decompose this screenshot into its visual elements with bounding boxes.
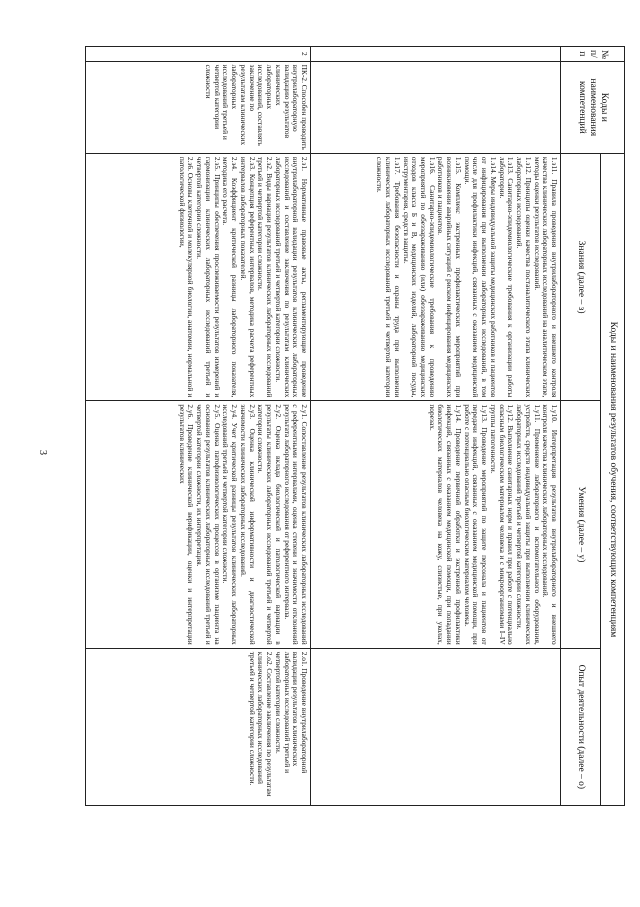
row2-skill-item: 2.у5. Оценка патофизиологических процессов в организме пациента на основании результатов клинических лабораторных исследований третьей и четвертой категории сложности, их интерпретация. — [195, 404, 222, 645]
row2-num: 2 — [86, 47, 311, 62]
row2-experience-item: 2.о2. Составление заключения по результатам клинических лабораторных исследований третьей и четвертой категории сложности. — [247, 651, 275, 797]
row2-knowledge-item: 2.з6. Основы клеточной и молекулярной биологии, анатомии, нормальной и патологической физиологии, — [177, 156, 196, 398]
header-codes: Коды и наименования компетенций — [561, 61, 625, 153]
header-experience: Опыт деятельности (далее – о) — [561, 648, 601, 805]
row2-knowledge-item: 2.з3. Концепция референтных интервалов, методика расчета референтных интервалов лабораторных показателей. — [238, 156, 257, 398]
row2-competence: ПК-2. Способен проводить внутрилабораторную валидацию результатов клинических лабораторных исследований, составлять заключение по результатам клинических лабораторных исследований третьей и четвертой категории сложности — [86, 61, 311, 153]
row1-knowledge-item: 1.з12. Принципы оценки качества постаналитического этапа клинических лабораторных исследований. — [515, 156, 533, 398]
row1-knowledge-item: 1.з13. Санитарно-эпидемиологические требования к организации работы лаборатории. — [497, 156, 516, 398]
row1-knowledge-item: 1.з16. Санитарно-эпидемиологические требования к проведению мероприятий по обеззараживанию (или) обеззараживанию медицинских отходов класса Б и В, медицинских изделий, лабораторной посуды, инструментария, средств защиты. — [401, 156, 437, 398]
row1-skill-item: 1.у13. Проведение мероприятий по защите персонала и пациентов от передачи инфекций, связанных с оказанием медицинской помощи, при работе с потенциально опасным биологическим материалом человека. — [462, 404, 490, 645]
header-results: Коды и наименования результатов обучения, соответствующих компетенциям — [601, 153, 625, 805]
row1-knowledge-item: 1.з14. Меры индивидуальной защиты медицинских работников и пациентов от инфицирования при выполнении лабораторных исследований, в том числе для профилактики инфекций, связанных с оказанием медицинской помощи. — [462, 156, 498, 398]
header-num: № п/п — [561, 47, 625, 62]
row1-knowledge-item: 1.з11. Правила проведения внутрилабораторного и внешнего контроля качества клинических лабораторных исследований на аналитическом этапе, методы оценки результатов исследований. — [532, 156, 559, 398]
row2-experience — [86, 648, 311, 805]
row1-competence — [311, 61, 561, 153]
row1-skill-item: 1.у14. Проведение первичной обработки и экстренной профилактики инфекций, связанных с оказанием медицинской помощи, при попадании биологических материалов человека на кожу, слизистые, при уколах, порезах. — [427, 404, 463, 645]
row1-knowledge-item: 1.з17. Требования безопасности и охраны труда при выполнении клинических лабораторных исследований третьей и четвертой категории сложности. — [375, 156, 402, 398]
competence-table — [85, 46, 625, 806]
row2-knowledge-item: 2.з2. Виды вариации результатов клинических лабораторных исследований третьей и четвертой категории сложности. — [256, 156, 275, 398]
row1-knowledge-item: 1.з15. Комплекс экстренных профилактических мероприятий при возникновении аварийных ситуаций с риском инфицирования медицинских работников и пациентов. — [436, 156, 463, 398]
row2-skill-item: 2.у6. Проведение клинической верификации, оценки и интерпретации результатов клинических — [177, 404, 196, 645]
row1-num — [311, 47, 561, 62]
row1-skill-item: 1.у12. Выполнение санитарных норм и правил при работе с потенциально опасным биологическим материалом человека и с микроорганизмами I–IV группы патогенности. — [488, 404, 516, 645]
page-number: 3 — [37, 450, 48, 455]
rotated-table-canvas — [85, 46, 625, 806]
row2-skill-item: 2.у3. Оценка клинической информативности и диагностической значимости клинических лабораторных исследований. — [238, 404, 257, 645]
row2-skill-item: 2.у2. Оценка вклада биологической и патологической вариации в результаты клинических лабораторных исследований третьей и четвертой категории сложности. — [256, 404, 283, 645]
row2-knowledge-item: 2.з5. Принципы обеспечения прослеживаемости результатов измерений и гармонизации клинических лабораторных исследований третьей и четвертой категории сложности. — [195, 156, 222, 398]
row2-experience-item: 2.о1. Проведение внутрилабораторной валидации результатов клинических лабораторных исследований третьей и четвертой категории сложности. — [273, 651, 309, 774]
row1-skill-item: 1.у10. Интерпретация результатов внутрилабораторного и внешнего контроля качества клинических лабораторных исследований. — [541, 404, 559, 645]
row2-knowledge-item: 2.з1. Нормативные правовые акты, регламентирующие проведение внутрилабораторной валидации результатов клинических лабораторных исследований и составление заключения по результатам клинических лабораторных исследований третьей и четвертой категории сложности. — [273, 156, 309, 398]
row2-skill-item: 2.у4. Учет критической разницы результатов клинических лабораторных исследований третьей и четвертой категории сложности. — [221, 404, 240, 645]
row1-knowledge — [311, 153, 561, 400]
header-row-1 — [601, 47, 625, 806]
row1-skills — [311, 401, 561, 648]
row1-experience — [311, 648, 561, 805]
row2-skill-item: 2.у1. Сопоставление результатов клинических лабораторных исследований с референтными интервалами, оценка степени и значимости отклонений результата лабораторного исследования от референтного интервала. — [282, 404, 309, 645]
table-row — [311, 47, 561, 806]
row2-skills — [86, 401, 311, 648]
table-row — [86, 47, 311, 806]
header-row-2 — [561, 47, 601, 806]
row2-knowledge-item: 2.з4. Коэффициент критической разницы лабораторного показателя, методика его расчета. — [221, 156, 240, 398]
row1-skill-item: 1.у11. Применение лабораторного и вспомогательного оборудования, устройств, средств индивидуальной защиты при выполнении клинических лабораторных исследований третьей и четвертой категории сложности. — [515, 404, 542, 645]
header-knowledge: Знания (далее – з) — [561, 153, 601, 400]
row2-knowledge — [86, 153, 311, 400]
header-skills: Умения (далее – у) — [561, 401, 601, 648]
